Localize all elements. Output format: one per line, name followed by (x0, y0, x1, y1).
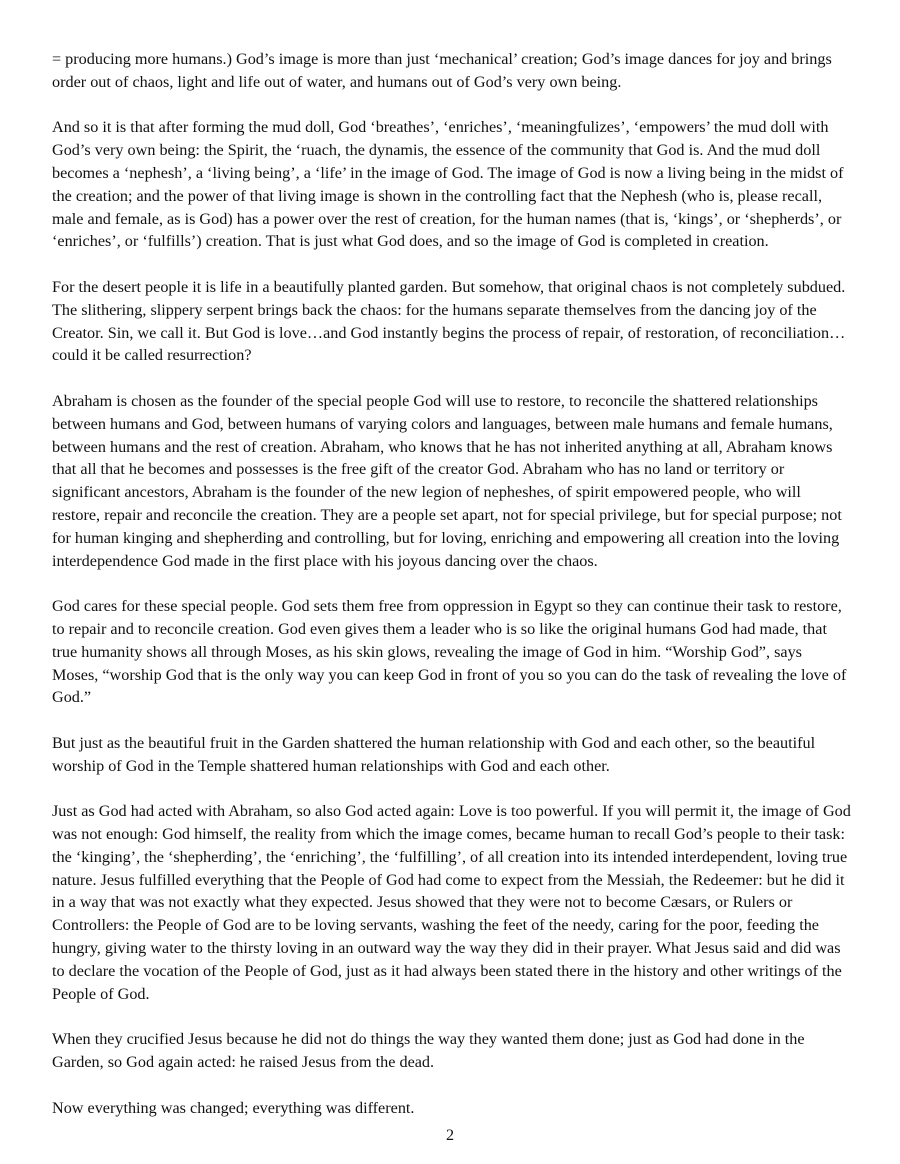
body-text (52, 48, 852, 1119)
paragraph-6: But just as the beautiful fruit in the Garden shattered the human relationship with God and each other, so the beautiful worship of God in the Temple shattered human relationships with God and each other. (52, 733, 816, 775)
paragraph-4: Abraham is chosen as the founder of the special people God will use to restore, to reconcile the shattered relationships between humans and God, between humans of varying colors and languages, between male humans and female humans, between humans and the rest of creation. Abraham, who knows that he has not inherited anything at all, Abraham knows that all that he becomes and possesses is the free gift of the creator God. Abraham who has no land or territory or significant ancestors, Abraham is the founder of the new legion of nepheshes, of spirit empowered people, who will restore, repair and reconcile the creation. They are a people set apart, not for special privilege, but for special purpose; not for human kinging and shepherding and controlling, but for loving, enriching and empowering all creation into the loving interdependence God made in the first place with his joyous dancing over the chaos. (52, 391, 842, 570)
paragraph-3: For the desert people it is life in a beautifully planted garden. But somehow, that original chaos is not completely subdued. The slithering, slippery serpent brings back the chaos: for the humans separate themselves from the dancing joy of the Creator. Sin, we call it. But God is love…and God instantly begins the process of repair, of restoration, of reconciliation… could it be called resurrection? (52, 277, 846, 365)
paragraph-2: And so it is that after forming the mud doll, God ‘breathes’, ‘enriches’, ‘meaningfulizes’, ‘empowers’ the mud doll with God’s very own being: the Spirit, the ‘ruach, the dynamis, the essence of the community that God is. And the mud doll becomes a ‘nephesh’, a ‘living being’, a ‘life’ in the image of God. The image of God is now a living being in the midst of the creation; and the power of that living image is shown in the controlling fact that the Nephesh (who is, please recall, male and female, as is God) has a power over the rest of creation, for the human names (that is, ‘kings’, or ‘shepherds’, or ‘enriches’, or ‘fulfills’) creation. That is just what God does, and so the image of God is completed in creation. (52, 118, 844, 251)
paragraph-8: When they crucified Jesus because he did not do things the way they wanted them done; just as God had done in the Garden, so God again acted: he raised Jesus from the dead. (52, 1030, 805, 1072)
paragraph-7: Just as God had acted with Abraham, so also God acted again: Love is too powerful. If you will permit it, the image of God was not enough: God himself, the reality from which the image comes, became human to recall God’s people to their task: the ‘kinging’, the ‘shepherding’, the ‘enriching’, the ‘fulfilling’, of all creation into its intended interdependent, loving true nature. Jesus fulfilled everything that the People of God had come to expect from the Messiah, the Redeemer: but he did it in a way that was not exactly what they expected. Jesus showed that they were not to become Cæsars, or Rulers or Controllers: the People of God are to be loving servants, washing the feet of the needy, caring for the poor, feeding the hungry, giving water to the thirsty loving in an outward way the way they did in their prayer. What Jesus said and did was to declare the vocation of the People of God, just as it had always been stated there in the history and other writings of the People of God. (52, 802, 851, 1003)
paragraph-5: God cares for these special people. God sets them free from oppression in Egypt so they can continue their task to restore, to repair and to reconcile creation. God even gives them a leader who is so like the original humans God had made, that true humanity shows all through Moses, as his skin glows, revealing the image of God in him. “Worship God”, says Moses, “worship God that is the only way you can keep God in front of you so you can do the task of revealing the love of God.” (52, 597, 847, 707)
paragraph-1: = producing more humans.) God’s image is more than just ‘mechanical’ creation; God’s image dances for joy and brings order out of chaos, light and life out of water, and humans out of God’s very own being. (52, 50, 832, 91)
paragraph-9: Now everything was changed; everything was different. (52, 1098, 415, 1117)
page-number: 2 (445, 1126, 455, 1144)
